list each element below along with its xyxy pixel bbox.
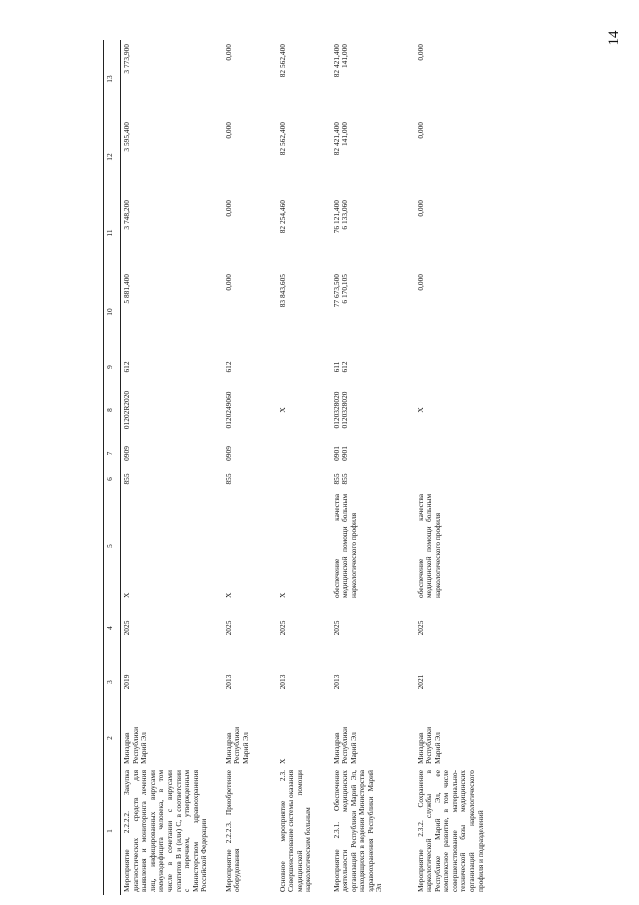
cell-text: Минздрав Республики Марий Эл bbox=[122, 726, 149, 764]
cell-col-5 bbox=[331, 491, 415, 601]
header-col-11: 11 bbox=[104, 196, 121, 270]
header-col-13: 13 bbox=[104, 40, 121, 118]
table-row bbox=[277, 40, 331, 895]
cell-col-5 bbox=[415, 491, 533, 601]
cell-col-7 bbox=[331, 440, 415, 467]
cell-value: 83 843,605 bbox=[277, 274, 287, 308]
cell-col-12 bbox=[223, 118, 277, 196]
cell-value: 0120328020 bbox=[331, 391, 341, 429]
header-row bbox=[104, 40, 121, 895]
cell-col-3 bbox=[223, 655, 277, 709]
cell-col-13 bbox=[121, 40, 223, 118]
cell-col-8 bbox=[223, 380, 277, 440]
header-col-8: 8 bbox=[104, 380, 121, 440]
cell-col-3 bbox=[277, 655, 331, 709]
cell-value: 141,000 bbox=[340, 44, 350, 69]
cell-col-6 bbox=[331, 467, 415, 491]
cell-value bbox=[279, 470, 288, 488]
header-col-3: 3 bbox=[104, 655, 121, 709]
cell-value: 5 881,400 bbox=[122, 274, 131, 304]
cell-text: 2019 bbox=[122, 674, 131, 690]
cell-col-9 bbox=[223, 354, 277, 380]
cell-text: 2025 bbox=[223, 620, 233, 636]
cell-text: Минздрав Республики Марий Эл bbox=[415, 726, 442, 764]
cell-value: 0,000 bbox=[223, 200, 233, 217]
cell-value: 612 bbox=[223, 361, 233, 373]
cell-col-2 bbox=[415, 709, 533, 767]
table-row bbox=[415, 40, 533, 895]
cell-value: 0120249060 bbox=[223, 391, 233, 429]
cell-col-12 bbox=[331, 118, 415, 196]
cell-text: 2021 bbox=[415, 674, 425, 690]
cell-value: 612 bbox=[122, 361, 131, 373]
cell-col-10 bbox=[415, 270, 533, 354]
cell-col-3 bbox=[121, 655, 223, 709]
cell-text: Мероприятие 2.3.1. Обеспечение деятельности медицинских организаций Республики Марий Эл, находящихся в ведении Министерства здравоохранения Республики Марий Эл bbox=[331, 770, 384, 892]
cell-value: 6 170,105 bbox=[340, 274, 350, 304]
cell-col-11 bbox=[223, 196, 277, 270]
cell-col-12 bbox=[121, 118, 223, 196]
cell-value: 141,000 bbox=[340, 122, 350, 147]
cell-value: 82 421,400 bbox=[331, 122, 341, 156]
cell-value: 0,000 bbox=[415, 44, 425, 61]
cell-col-6 bbox=[121, 467, 223, 491]
cell-col-12 bbox=[415, 118, 533, 196]
cell-value: 855 bbox=[122, 473, 131, 485]
header-col-12: 12 bbox=[104, 118, 121, 196]
cell-value: 3 773,900 bbox=[122, 44, 131, 74]
table-body bbox=[121, 40, 533, 895]
cell-col-8 bbox=[415, 380, 533, 440]
cell-value: 82 562,400 bbox=[277, 44, 287, 78]
cell-value: 0909 bbox=[122, 446, 131, 461]
cell-value: X bbox=[277, 407, 287, 413]
cell-value: 855 bbox=[340, 473, 350, 485]
cell-text: обеспечение качества медицинской помощи больным наркологического профиля bbox=[415, 494, 442, 598]
cell-value: 612 bbox=[340, 361, 350, 373]
cell-col-13 bbox=[223, 40, 277, 118]
cell-col-1 bbox=[223, 767, 277, 895]
cell-col-8 bbox=[277, 380, 331, 440]
cell-value: 611 bbox=[331, 361, 341, 373]
cell-col-8 bbox=[121, 380, 223, 440]
cell-col-10 bbox=[121, 270, 223, 354]
cell-text: Основное мероприятие 2.3. Совершенствование системы оказания медицинской помощи наркологическим больным bbox=[277, 770, 313, 892]
cell-col-3 bbox=[331, 655, 415, 709]
cell-col-9 bbox=[331, 354, 415, 380]
header-col-4: 4 bbox=[104, 601, 121, 655]
cell-text: X bbox=[277, 592, 287, 598]
cell-text: Мероприятие 2.2.2.3. Приобретение оборудования bbox=[223, 770, 242, 892]
page-number: 14 bbox=[606, 30, 622, 46]
cell-text: Мероприятие 2.2.2.2. Закупка диагностических средств для выявления и мониторинга лечения лиц, инфицированных вирусами иммунодефицита человека, в том числе в сочетании с вирусами гепатитов B и (или) C, в соответствии с перечнем, утвержденным Министерством здравоохранения Российской Федерации bbox=[122, 770, 209, 892]
cell-col-13 bbox=[331, 40, 415, 118]
cell-col-7 bbox=[121, 440, 223, 467]
cell-value: 0,000 bbox=[223, 274, 233, 291]
cell-value: 0901 bbox=[340, 446, 350, 461]
cell-col-4 bbox=[223, 601, 277, 655]
cell-col-8 bbox=[331, 380, 415, 440]
cell-col-7 bbox=[277, 440, 331, 467]
cell-col-2 bbox=[223, 709, 277, 767]
cell-col-10 bbox=[277, 270, 331, 354]
cell-col-4 bbox=[331, 601, 415, 655]
cell-value: 82 254,460 bbox=[277, 200, 287, 234]
cell-value: 82 421,400 bbox=[331, 44, 341, 78]
cell-col-12 bbox=[277, 118, 331, 196]
header-col-7: 7 bbox=[104, 440, 121, 467]
table-row bbox=[223, 40, 277, 895]
cell-value bbox=[417, 443, 426, 464]
cell-text: 2013 bbox=[223, 674, 233, 690]
cell-value: 0,000 bbox=[415, 274, 425, 291]
cell-col-1 bbox=[415, 767, 533, 895]
cell-value bbox=[417, 357, 426, 377]
cell-col-1 bbox=[277, 767, 331, 895]
cell-text: Минздрав Республики Марий Эл bbox=[223, 726, 250, 764]
cell-col-4 bbox=[277, 601, 331, 655]
header-col-1: 1 bbox=[104, 767, 121, 895]
cell-value: 855 bbox=[223, 473, 233, 485]
cell-value: 76 121,400 bbox=[331, 200, 341, 234]
cell-text: 2025 bbox=[415, 620, 425, 636]
cell-value: 0120328020 bbox=[340, 391, 350, 429]
cell-col-3 bbox=[415, 655, 533, 709]
table-row bbox=[331, 40, 415, 895]
cell-col-13 bbox=[277, 40, 331, 118]
cell-value bbox=[279, 443, 288, 464]
cell-text: X bbox=[223, 592, 233, 598]
cell-value: 3 595,400 bbox=[122, 122, 131, 152]
cell-col-4 bbox=[121, 601, 223, 655]
header-col-10: 10 bbox=[104, 270, 121, 354]
cell-value bbox=[417, 470, 426, 488]
cell-value: 01202R2020 bbox=[122, 390, 131, 430]
cell-col-2 bbox=[121, 709, 223, 767]
cell-text: 2013 bbox=[277, 674, 287, 690]
cell-value: 0909 bbox=[223, 446, 233, 461]
cell-text: 2025 bbox=[331, 620, 341, 636]
cell-col-10 bbox=[331, 270, 415, 354]
cell-col-13 bbox=[415, 40, 533, 118]
cell-col-4 bbox=[415, 601, 533, 655]
cell-value: 3 748,200 bbox=[122, 200, 131, 230]
cell-col-6 bbox=[415, 467, 533, 491]
cell-col-11 bbox=[121, 196, 223, 270]
cell-col-6 bbox=[277, 467, 331, 491]
cell-text: обеспечение качества медицинской помощи больным наркологического профиля bbox=[331, 494, 358, 598]
cell-col-1 bbox=[331, 767, 415, 895]
cell-col-9 bbox=[277, 354, 331, 380]
cell-col-5 bbox=[223, 491, 277, 601]
cell-col-5 bbox=[121, 491, 223, 601]
header-col-5: 5 bbox=[104, 491, 121, 601]
cell-col-2 bbox=[331, 709, 415, 767]
cell-col-7 bbox=[223, 440, 277, 467]
cell-col-5 bbox=[277, 491, 331, 601]
cell-value bbox=[279, 357, 288, 377]
cell-col-9 bbox=[121, 354, 223, 380]
budget-table bbox=[103, 40, 533, 895]
cell-text: Минздрав Республики Марий Эл bbox=[331, 726, 358, 764]
cell-value: 0,000 bbox=[415, 122, 425, 139]
cell-col-1 bbox=[121, 767, 223, 895]
cell-text: 2025 bbox=[277, 620, 287, 636]
header-col-9: 9 bbox=[104, 354, 121, 380]
cell-value: 0,000 bbox=[223, 44, 233, 61]
cell-col-11 bbox=[277, 196, 331, 270]
cell-value: X bbox=[415, 407, 425, 413]
cell-value: 0,000 bbox=[415, 200, 425, 217]
cell-text: 2025 bbox=[122, 620, 131, 636]
cell-value: 0901 bbox=[331, 446, 341, 461]
cell-value: 82 562,400 bbox=[277, 122, 287, 156]
cell-col-6 bbox=[223, 467, 277, 491]
cell-col-9 bbox=[415, 354, 533, 380]
cell-value: 77 673,500 bbox=[331, 274, 341, 308]
table-row bbox=[121, 40, 223, 895]
rotated-table-container bbox=[103, 40, 560, 895]
cell-col-11 bbox=[415, 196, 533, 270]
cell-col-10 bbox=[223, 270, 277, 354]
cell-text: X bbox=[122, 592, 131, 598]
cell-col-7 bbox=[415, 440, 533, 467]
header-col-6: 6 bbox=[104, 467, 121, 491]
cell-text: Мероприятие 2.3.2. Сохранение наркологической службы в Республике Марий Эл, ее комплексное развитие, в том числе совершенствование материально-технической базы медицинских организаций наркологического профиля и подразделений bbox=[415, 770, 485, 892]
cell-text: 2013 bbox=[331, 674, 341, 690]
header-col-2: 2 bbox=[104, 709, 121, 767]
cell-value: 0,000 bbox=[223, 122, 233, 139]
cell-text: X bbox=[277, 758, 287, 764]
cell-value: 855 bbox=[331, 473, 341, 485]
cell-col-2 bbox=[277, 709, 331, 767]
cell-value: 6 133,060 bbox=[340, 200, 350, 230]
cell-col-11 bbox=[331, 196, 415, 270]
